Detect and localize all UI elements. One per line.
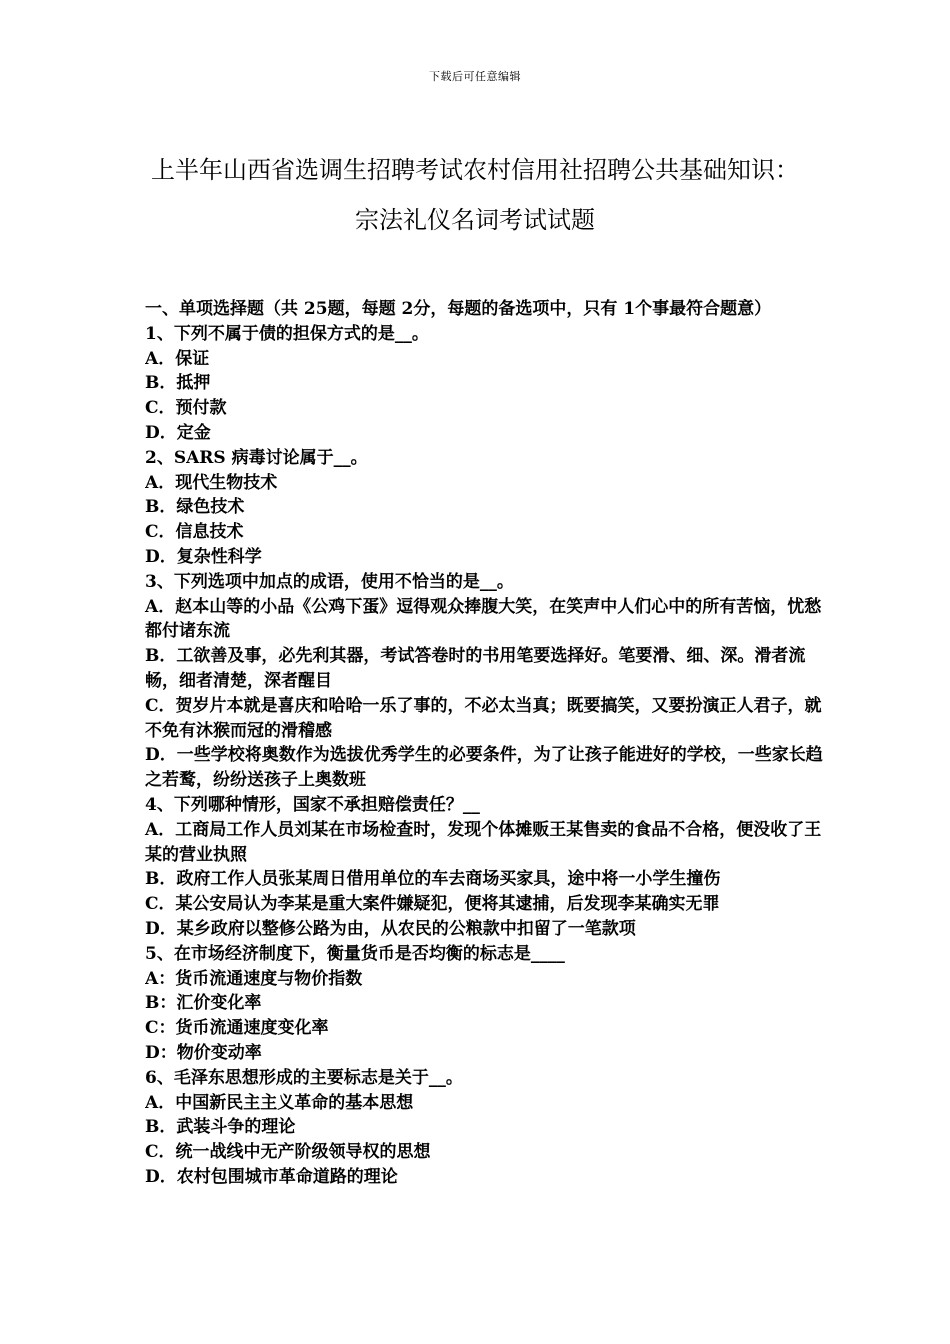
question-3: [145, 570, 825, 793]
question-4: [145, 793, 825, 942]
option: B．政府工作人员张某周日借用单位的车去商场买家具，途中将一小学生撞伤: [145, 869, 721, 890]
question-stem: 1、下列不属于债的担保方式的是__。: [145, 323, 429, 344]
option: B．抵押: [145, 373, 211, 394]
option: D．某乡政府以整修公路为由，从农民的公粮款中扣留了一笔款项: [145, 918, 636, 939]
option: A：货币流通速度与物价指数: [145, 968, 363, 989]
question-stem: 5、在市场经济制度下，衡量货币是否均衡的标志是____: [145, 943, 565, 964]
option: D．一些学校将奥数作为选拔优秀学生的必要条件，为了让孩子能进好的学校，一些家长趋之若鹜，纷纷送孩子上奥数班: [145, 745, 823, 791]
exam-content: [145, 297, 825, 1190]
option: D．农村包围城市革命道路的理论: [145, 1166, 398, 1187]
option: C：货币流通速度变化率: [145, 1018, 329, 1039]
option: C．统一战线中无产阶级领导权的思想: [145, 1142, 431, 1163]
option: A．中国新民主主义革命的基本思想: [145, 1092, 414, 1113]
option: A．现代生物技术: [145, 472, 278, 493]
question-2: [145, 446, 825, 570]
option: B．工欲善及事，必先利其器，考试答卷时的书用笔要选择好。笔要滑、细、深。滑者流畅，细者清楚，深者醒目: [145, 646, 806, 691]
option: C．贺岁片本就是喜庆和哈哈一乐了事的，不必太当真；既要搞笑，又要扮演正人君子，就不免有沐猴而冠的滑稽感: [145, 695, 822, 741]
option: B：汇价变化率: [145, 993, 262, 1014]
question-stem: 2、SARS 病毒讨论属于__。: [145, 447, 368, 468]
option: C．信息技术: [145, 522, 244, 543]
option: B．武装斗争的理论: [145, 1117, 296, 1138]
option: D．定金: [145, 422, 211, 443]
option: B．绿色技术: [145, 497, 245, 518]
question-stem: 6、毛泽东思想形成的主要标志是关于__。: [145, 1067, 463, 1088]
question-stem: 4、下列哪种情形，国家不承担赔偿责任？__: [145, 794, 480, 815]
option: A．保证: [145, 348, 210, 369]
option: D．复杂性科学: [145, 546, 262, 567]
question-stem: 3、下列选项中加点的成语，使用不恰当的是__。: [145, 571, 514, 592]
question-6: [145, 1066, 825, 1190]
option: D：物价变动率: [145, 1042, 262, 1063]
option: A．工商局工作人员刘某在市场检查时，发现个体摊贩王某售卖的食品不合格，便没收了王某的营业执照: [145, 819, 822, 865]
section-heading: 一、单项选择题（共 25题，每题 2分，每题的备选项中，只有 1个事最符合题意）: [145, 299, 772, 319]
option: A．赵本山等的小品《公鸡下蛋》逗得观众捧腹大笑，在笑声中人们心中的所有苦恼，忧愁都付诸东流: [145, 596, 822, 642]
option: C．预付款: [145, 398, 227, 419]
question-1: [145, 322, 825, 446]
header-note: 下载后可任意编辑: [429, 70, 521, 83]
question-5: [145, 942, 825, 1066]
option: C．某公安局认为李某是重大案件嫌疑犯，便将其逮捕，后发现李某确实无罪: [145, 894, 720, 915]
document-title: 上半年山西省选调生招聘考试农村信用社招聘公共基础知识：宗法礼仪名词考试试题: [151, 156, 799, 234]
